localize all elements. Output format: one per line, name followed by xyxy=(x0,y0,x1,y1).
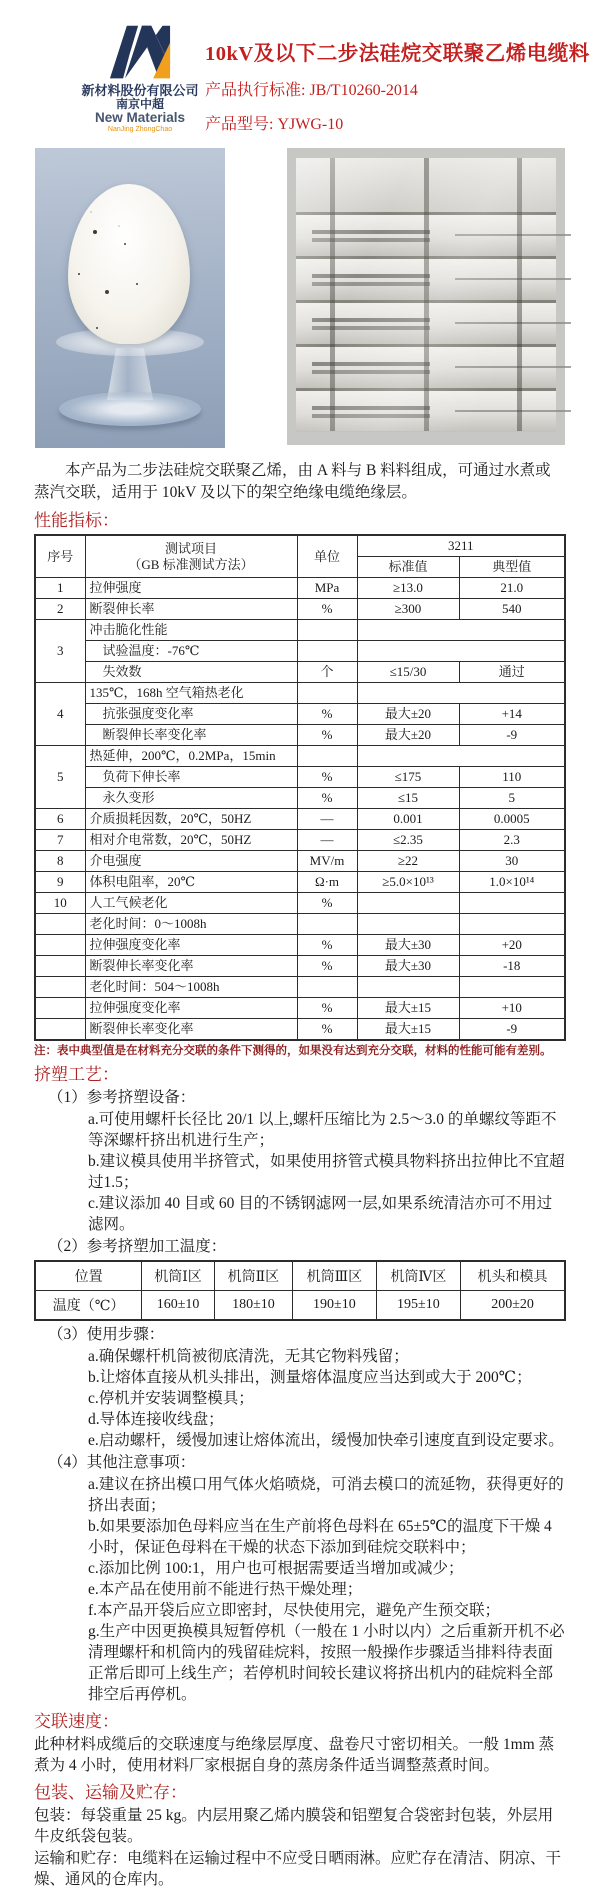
list-item: b.建议模具使用半挤管式，如果使用挤管式模具物料挤出拉伸比不宜超过1.5； xyxy=(88,1153,565,1191)
table-row: 断裂伸长率变化率 % 最大±20 -9 xyxy=(35,725,565,746)
table-row: 2 断裂伸长率 % ≥300 540 xyxy=(35,599,565,620)
granule-pile xyxy=(68,184,190,344)
list-item: g.生产中因更换模具短暂停机（一般在 1 小时以内）之后重新开机不必清理螺杆和机筒内的残留硅烷料，按照一般操作步骤适当排料待表面正常后即可上线生产；若停机时间较长建议将挤出机内的硅烷料全部排空后再停机。 xyxy=(88,1623,565,1703)
glass-stand-base xyxy=(59,392,201,426)
steps-title: （3）使用步骤： xyxy=(48,1326,165,1343)
table-row: 3 冲击脆化性能 xyxy=(35,620,565,641)
list-item: c.添加比例 100:1，用户也可根据需要适当增加或减少； xyxy=(88,1560,464,1577)
list-item: a.可使用螺杆长径比 20/1 以上,螺杆压缩比为 2.5～3.0 的单螺纹等距不等深螺杆挤出机进行生产； xyxy=(88,1111,557,1149)
table-row: 老化时间：0～1008h xyxy=(35,914,565,935)
table-row: 1 拉伸强度 MPa ≥13.0 21.0 xyxy=(35,578,565,599)
section-heading-packaging: 包装、运输及贮存： xyxy=(34,1783,187,1802)
product-photos xyxy=(0,148,600,451)
table-row: 5 热延伸，200℃，0.2MPa，15min xyxy=(35,746,565,767)
list-item: b.让熔体直接从机头排出，测量熔体温度应当达到或大于 200℃； xyxy=(88,1369,532,1386)
company-name-en: New Materials xyxy=(94,110,186,126)
section-heading-performance: 性能指标： xyxy=(34,511,119,530)
granules-sample-photo xyxy=(35,148,225,448)
perf-header-row2: 标准值 典型值 xyxy=(35,557,565,578)
table-row: 抗张强度变化率 % 最大±20 +14 xyxy=(35,704,565,725)
company-name-cn: 新材料股份有限公司 xyxy=(81,83,199,98)
table-row: 8 介电强度 MV/m ≥22 30 xyxy=(35,851,565,872)
crosslink-paragraph: 此种材料成缆后的交联速度与绝缘层厚度、盘卷尺寸密切相关。一般 1mm 蒸煮为 4 小时，使用材料厂家根据自身的蒸房条件适当调整蒸煮时间。 xyxy=(34,1736,555,1774)
transport-paragraph: 运输和贮存：电缆料在运输过程中不应受日晒雨淋。应贮存在清洁、阴凉、干燥、通风的仓库内。 xyxy=(34,1850,562,1888)
document-header xyxy=(0,0,600,148)
company-m-logo-icon xyxy=(80,22,200,84)
performance-table xyxy=(34,534,566,1041)
table-row: 9 体积电阻率，20℃ Ω·m ≥5.0×10¹³ 1.0×10¹⁴ xyxy=(35,872,565,893)
table-row: 4 135℃，168h 空气箱热老化 xyxy=(35,683,565,704)
bag-bale xyxy=(296,158,556,431)
list-item: a.建议在挤出模口用气体火焰喷烧，可消去模口的流延物，获得更好的挤出表面； xyxy=(88,1476,564,1514)
packaging-paragraph: 包装：每袋重量 25 kg。内层用聚乙烯内膜袋和铝塑复合袋密封包装，外层用牛皮纸袋包装。 xyxy=(34,1807,554,1845)
list-item: e.本产品在使用前不能进行热干燥处理； xyxy=(88,1581,363,1598)
table-row: 负荷下伸长率 % ≤175 110 xyxy=(35,767,565,788)
title-block xyxy=(205,36,597,134)
table-row: 10 人工气候老化 % xyxy=(35,893,565,914)
list-item: b.如果要添加色母料应当在生产前将色母料在 65±5℃的温度下干燥 4 小时，保证色母料在干燥的状态下添加到硅烷交联料中； xyxy=(88,1518,552,1556)
temp-title: （2）参考挤塑加工温度： xyxy=(48,1238,227,1255)
table-row: 断裂伸长率变化率 % 最大±15 -9 xyxy=(35,1019,565,1041)
equip-title: （1）参考挤塑设备： xyxy=(48,1089,196,1106)
list-item: c.建议添加 40 目或 60 目的不锈钢滤网一层,如果系统清洁亦可不用过滤网。 xyxy=(88,1195,553,1233)
table-row: 永久变形 % ≤15 5 xyxy=(35,788,565,809)
list-item: f.本产品开袋后应立即密封，尽快使用完，避免产生预交联； xyxy=(88,1602,501,1619)
company-logo xyxy=(80,22,200,134)
strap xyxy=(330,158,335,431)
list-item: c.停机并安装调整模具； xyxy=(88,1390,254,1407)
company-name-en-sub: NanJing ZhongChao xyxy=(107,126,173,134)
table-row: 断裂伸长率变化率 % 最大±30 -18 xyxy=(35,956,565,977)
standard-line: 产品执行标准: JB/T10260-2014 xyxy=(205,82,418,99)
section-heading-crosslink-speed: 交联速度： xyxy=(34,1712,119,1731)
table-row: 试验温度：-76℃ xyxy=(35,641,565,662)
page-title: 10kV及以下二步法硅烷交联聚乙烯电缆料 xyxy=(205,43,590,65)
table-row: 7 相对介电常数，20℃，50HZ — ≤2.35 2.3 xyxy=(35,830,565,851)
temperature-table xyxy=(34,1260,566,1321)
strap xyxy=(517,158,522,431)
document-body xyxy=(0,451,600,1890)
list-item: d.导体连接收线盘； xyxy=(88,1411,224,1428)
table-row: 老化时间：504～1008h xyxy=(35,977,565,998)
table-footnote: 注：表中典型值是在材料充分交联的条件下测得的，如果没有达到充分交联，材料的性能可能有差别。 xyxy=(34,1045,552,1057)
list-item: a.确保螺杆机筒被彻底清洗，无其它物料残留； xyxy=(88,1348,409,1365)
notes-title: （4）其他注意事项： xyxy=(48,1454,196,1471)
section-heading-extrusion: 挤塑工艺： xyxy=(34,1065,119,1084)
table-row: 拉伸强度变化率 % 最大±30 +20 xyxy=(35,935,565,956)
model-line: 产品型号: YJWG-10 xyxy=(205,116,344,133)
strap xyxy=(424,158,429,431)
granule-specks xyxy=(93,230,97,234)
table-row: 拉伸强度变化率 % 最大±15 +10 xyxy=(35,998,565,1019)
perf-header-row: 序号 测试项目 （GB 标准测试方法） 单位 3211 xyxy=(35,535,565,557)
list-item: e.启动螺杆，缓慢加速让熔体流出，缓慢加快牵引速度直到设定要求。 xyxy=(88,1432,564,1449)
packaged-bags-photo xyxy=(287,148,565,445)
intro-paragraph: 本产品为二步法硅烷交联聚乙烯，由 A 料与 B 料料组成，可通过水煮或蒸汽交联，适用于 10kV 及以下的架空绝缘电缆绝缘层。 xyxy=(34,462,551,501)
company-name-sub: 南京中超 xyxy=(115,97,164,112)
table-row: 6 介质损耗因数，20℃，50HZ — 0.001 0.0005 xyxy=(35,809,565,830)
temp-value-row: 温度（℃） 160±10 180±10 190±10 195±10 200±20 xyxy=(35,1291,565,1321)
table-row: 失效数 个 ≤15/30 通过 xyxy=(35,662,565,683)
temp-header-row: 位置 机筒Ⅰ区 机筒Ⅱ区 机筒Ⅲ区 机筒Ⅳ区 机头和模具 xyxy=(35,1261,565,1291)
